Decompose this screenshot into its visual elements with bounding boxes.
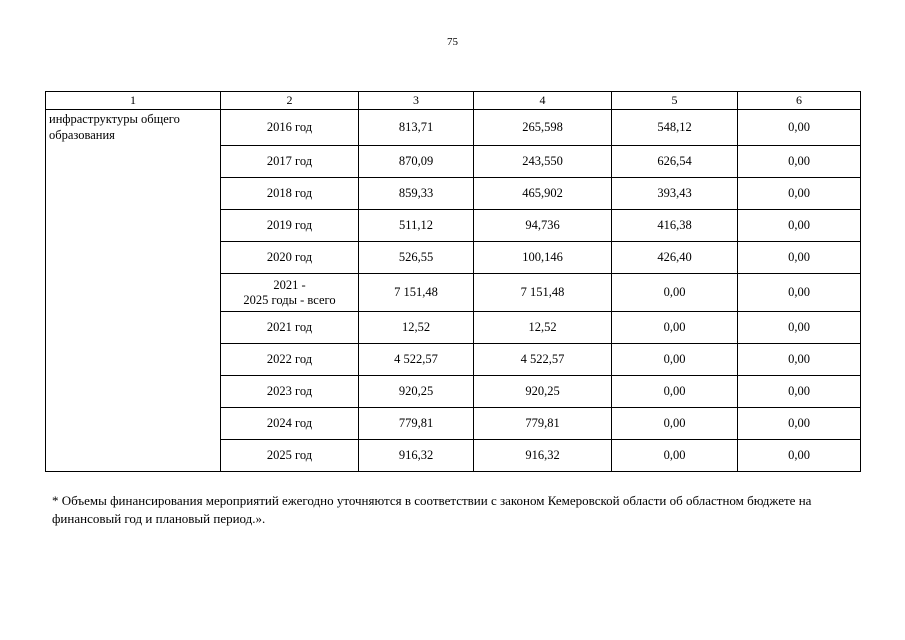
value-cell: 626,54	[612, 146, 738, 178]
value-cell: 416,38	[612, 210, 738, 242]
value-cell: 0,00	[738, 210, 861, 242]
column-header: 5	[612, 92, 738, 110]
page-number: 75	[447, 36, 458, 48]
value-cell: 243,550	[474, 146, 612, 178]
value-cell: 526,55	[359, 242, 474, 274]
value-cell: 12,52	[474, 312, 612, 344]
value-cell: 0,00	[738, 274, 861, 312]
activity-name-cell	[46, 110, 221, 472]
value-cell: 511,12	[359, 210, 474, 242]
table-row	[46, 110, 861, 146]
value-cell: 0,00	[612, 408, 738, 440]
value-cell: 393,43	[612, 178, 738, 210]
value-cell: 813,71	[359, 110, 474, 146]
value-cell: 548,12	[612, 110, 738, 146]
value-cell: 265,598	[474, 110, 612, 146]
column-header: 2	[221, 92, 359, 110]
value-cell: 920,25	[359, 376, 474, 408]
value-cell: 0,00	[738, 408, 861, 440]
period-line: 2025 годы - всего	[243, 292, 336, 307]
period-cell: 2023 год	[221, 376, 359, 408]
value-cell: 0,00	[738, 440, 861, 472]
period-line: 2021 -	[273, 277, 306, 292]
period-cell: 2024 год	[221, 408, 359, 440]
value-cell: 0,00	[612, 440, 738, 472]
column-header: 6	[738, 92, 861, 110]
value-cell: 0,00	[738, 242, 861, 274]
column-header: 4	[474, 92, 612, 110]
value-cell: 465,902	[474, 178, 612, 210]
value-cell: 0,00	[738, 376, 861, 408]
value-cell: 916,32	[359, 440, 474, 472]
value-cell: 94,736	[474, 210, 612, 242]
value-cell: 4 522,57	[474, 344, 612, 376]
value-cell: 870,09	[359, 146, 474, 178]
value-cell: 0,00	[612, 274, 738, 312]
value-cell: 920,25	[474, 376, 612, 408]
value-cell: 7 151,48	[359, 274, 474, 312]
value-cell: 916,32	[474, 440, 612, 472]
value-cell: 0,00	[738, 178, 861, 210]
value-cell: 859,33	[359, 178, 474, 210]
period-cell: 2017 год	[221, 146, 359, 178]
period-cell	[221, 274, 359, 312]
value-cell: 0,00	[738, 110, 861, 146]
period-cell: 2020 год	[221, 242, 359, 274]
footnote: * Объемы финансирования мероприятий ежегодно уточняются в соответствии с законом Кемеровской области об областном бюджете на финансовый год и плановый период.».	[52, 493, 812, 526]
value-cell: 7 151,48	[474, 274, 612, 312]
value-cell: 0,00	[738, 344, 861, 376]
period-cell: 2022 год	[221, 344, 359, 376]
activity-name-line: инфраструктуры общего	[49, 112, 180, 126]
value-cell: 0,00	[612, 344, 738, 376]
value-cell: 779,81	[359, 408, 474, 440]
value-cell: 12,52	[359, 312, 474, 344]
period-cell: 2016 год	[221, 110, 359, 146]
value-cell: 0,00	[738, 146, 861, 178]
activity-name-line: образования	[49, 128, 115, 142]
period-cell: 2025 год	[221, 440, 359, 472]
value-cell: 0,00	[612, 376, 738, 408]
period-cell: 2021 год	[221, 312, 359, 344]
funding-table	[45, 91, 861, 472]
column-header: 1	[46, 92, 221, 110]
value-cell: 779,81	[474, 408, 612, 440]
column-header: 3	[359, 92, 474, 110]
value-cell: 0,00	[738, 312, 861, 344]
period-cell: 2019 год	[221, 210, 359, 242]
table-header-row	[46, 92, 861, 110]
period-cell: 2018 год	[221, 178, 359, 210]
value-cell: 4 522,57	[359, 344, 474, 376]
value-cell: 426,40	[612, 242, 738, 274]
value-cell: 0,00	[612, 312, 738, 344]
value-cell: 100,146	[474, 242, 612, 274]
